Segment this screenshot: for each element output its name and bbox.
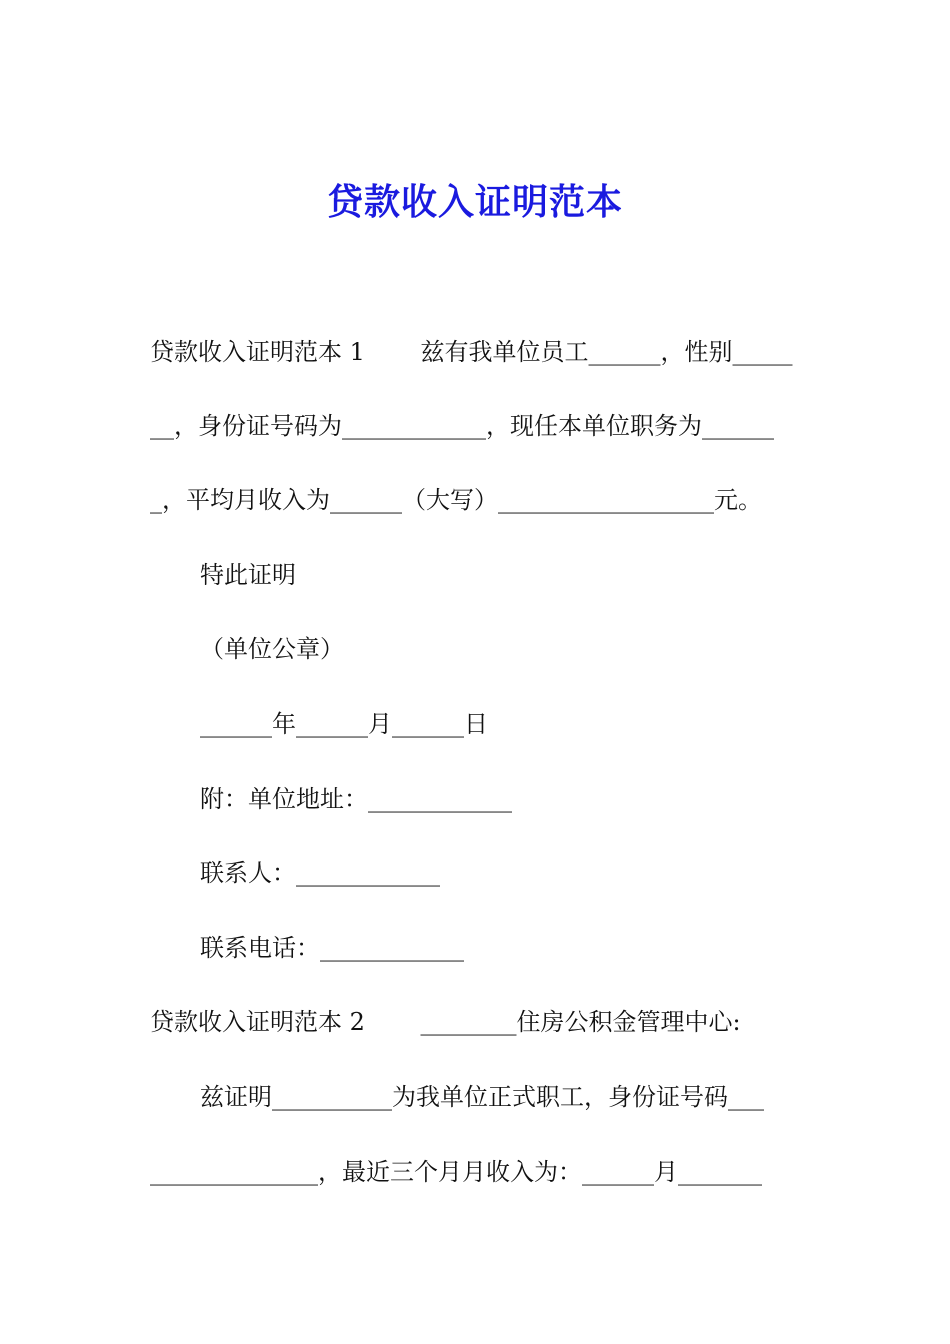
address-line: 附：单位地址：____________ [200, 785, 512, 813]
contact-line: 联系人：____________ [200, 859, 440, 887]
document-title: 贷款收入证明范本 [326, 181, 623, 223]
seal-text: （单位公章） [200, 635, 344, 663]
sample1-paragraph-line-1: 贷款收入证明范本 1 兹有我单位员工______，性别_____ [150, 338, 793, 366]
date-line: ______年______月______日 [200, 710, 488, 738]
sample2-paragraph-line-3: ______________，最近三个月月收入为：______月_______ [150, 1158, 762, 1186]
sample2-paragraph-line-2: 兹证明__________为我单位正式职工，身份证号码___ [200, 1083, 764, 1111]
sample1-paragraph-line-2: __，身份证号码为____________，现任本单位职务为______ [150, 412, 774, 440]
sample2-paragraph-line-1: 贷款收入证明范本 2 ________住房公积金管理中心: [150, 1008, 741, 1036]
phone-line: 联系电话：____________ [200, 934, 464, 962]
closing-text: 特此证明 [200, 561, 296, 589]
sample1-paragraph-line-3: _，平均月收入为______（大写）__________________元。 [150, 486, 762, 514]
